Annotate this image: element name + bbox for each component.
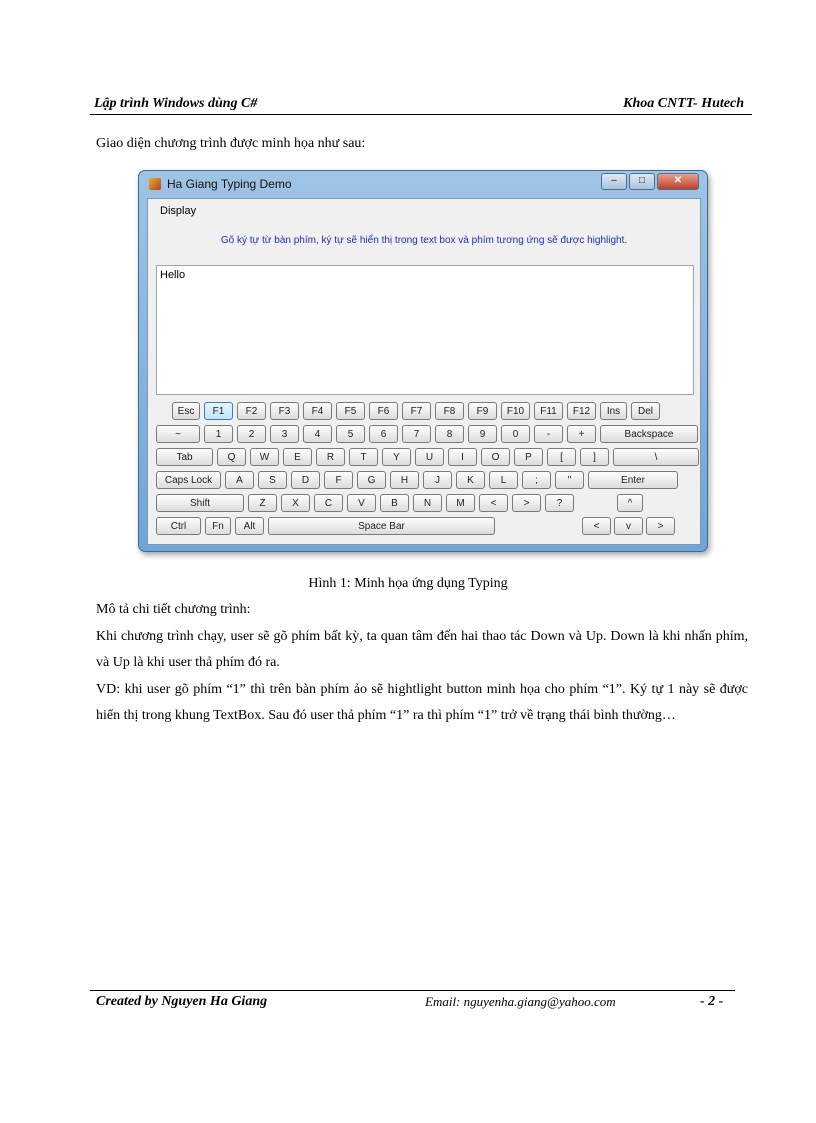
- key-shift[interactable]: Shift: [156, 494, 244, 512]
- key-enter[interactable]: Enter: [588, 471, 678, 489]
- key-[interactable]: [: [547, 448, 576, 466]
- key-f10[interactable]: F10: [501, 402, 530, 420]
- key-o[interactable]: O: [481, 448, 510, 466]
- key-f12[interactable]: F12: [567, 402, 596, 420]
- key-w[interactable]: W: [250, 448, 279, 466]
- key-l[interactable]: L: [489, 471, 518, 489]
- key-9[interactable]: 9: [468, 425, 497, 443]
- page-header: [90, 94, 752, 115]
- key-e[interactable]: E: [283, 448, 312, 466]
- key-backspace[interactable]: Backspace: [600, 425, 698, 443]
- key-1[interactable]: 1: [204, 425, 233, 443]
- body-paragraph: Mô tả chi tiết chương trình:: [96, 602, 251, 617]
- key-j[interactable]: J: [423, 471, 452, 489]
- key-[interactable]: +: [567, 425, 596, 443]
- app-icon: [149, 178, 161, 190]
- key-[interactable]: ?: [545, 494, 574, 512]
- maximize-icon[interactable]: □: [629, 173, 655, 190]
- key-c[interactable]: C: [314, 494, 343, 512]
- key-8[interactable]: 8: [435, 425, 464, 443]
- window-title: Ha Giang Typing Demo: [149, 177, 292, 191]
- key-[interactable]: ": [555, 471, 584, 489]
- footer-divider: [90, 990, 735, 991]
- window-controls: [601, 173, 699, 190]
- key-[interactable]: \: [613, 448, 699, 466]
- key-f8[interactable]: F8: [435, 402, 464, 420]
- body-paragraph: Khi chương trình chạy, user sẽ gõ phím bất kỳ, ta quan tâm đến hai thao tác Down và Up. Down là khi nhấn phím, và Up là khi user thả phím đó ra.: [96, 628, 748, 670]
- key-fn[interactable]: Fn: [205, 517, 231, 535]
- key-f9[interactable]: F9: [468, 402, 497, 420]
- key-[interactable]: >: [646, 517, 675, 535]
- key-4[interactable]: 4: [303, 425, 332, 443]
- window-client: [147, 198, 701, 545]
- key-alt[interactable]: Alt: [235, 517, 264, 535]
- key-f6[interactable]: F6: [369, 402, 398, 420]
- key-7[interactable]: 7: [402, 425, 431, 443]
- key-b[interactable]: B: [380, 494, 409, 512]
- key-f11[interactable]: F11: [534, 402, 563, 420]
- key-v[interactable]: V: [347, 494, 376, 512]
- footer-page: - 2 -: [700, 994, 724, 1009]
- key-f1[interactable]: F1: [204, 402, 233, 420]
- text-box[interactable]: Hello: [156, 265, 694, 395]
- key-a[interactable]: A: [225, 471, 254, 489]
- header-left: Lập trình Windows dùng C#: [94, 96, 258, 111]
- minimize-icon[interactable]: –: [601, 173, 627, 190]
- key-q[interactable]: Q: [217, 448, 246, 466]
- key-ins[interactable]: Ins: [600, 402, 627, 420]
- key-[interactable]: <: [582, 517, 611, 535]
- key-tab[interactable]: Tab: [156, 448, 213, 466]
- key-h[interactable]: H: [390, 471, 419, 489]
- key-f4[interactable]: F4: [303, 402, 332, 420]
- instruction-label: Gõ ký tự từ bàn phím, ký tự sẽ hiển thị trong text box và phím tương ứng sẽ được highlight.: [220, 235, 628, 246]
- key-m[interactable]: M: [446, 494, 475, 512]
- key-n[interactable]: N: [413, 494, 442, 512]
- key-esc[interactable]: Esc: [172, 402, 200, 420]
- key-caps-lock[interactable]: Caps Lock: [156, 471, 221, 489]
- figure-caption: Hình 1: Minh họa ứng dụng Typing: [308, 576, 508, 591]
- key-3[interactable]: 3: [270, 425, 299, 443]
- key-[interactable]: ;: [522, 471, 551, 489]
- key-[interactable]: ^: [617, 494, 643, 512]
- body-text: [96, 597, 748, 730]
- key-[interactable]: >: [512, 494, 541, 512]
- key-r[interactable]: R: [316, 448, 345, 466]
- key-f3[interactable]: F3: [270, 402, 299, 420]
- key-5[interactable]: 5: [336, 425, 365, 443]
- key-i[interactable]: I: [448, 448, 477, 466]
- key-space-bar[interactable]: Space Bar: [268, 517, 495, 535]
- key-[interactable]: ~: [156, 425, 200, 443]
- key-p[interactable]: P: [514, 448, 543, 466]
- menu-display[interactable]: Display: [160, 205, 197, 217]
- key-g[interactable]: G: [357, 471, 386, 489]
- key-0[interactable]: 0: [501, 425, 530, 443]
- key-x[interactable]: X: [281, 494, 310, 512]
- key-f2[interactable]: F2: [237, 402, 266, 420]
- key-d[interactable]: D: [291, 471, 320, 489]
- key-z[interactable]: Z: [248, 494, 277, 512]
- footer-author: Created by Nguyen Ha Giang: [96, 994, 268, 1009]
- footer-email: Email: nguyenha.giang@yahoo.com: [425, 994, 616, 1009]
- key-f[interactable]: F: [324, 471, 353, 489]
- key-k[interactable]: K: [456, 471, 485, 489]
- key-ctrl[interactable]: Ctrl: [156, 517, 201, 535]
- body-paragraph: VD: khi user gõ phím “1” thì trên bàn phím ảo sẽ hightlight button minh họa cho phím “1”. Ký tự 1 này sẽ được hiển thị trong khung TextBox. Sau đó user thả phím “1” ra thì phím “1” trở về trạng thái bình thường…: [96, 681, 748, 723]
- key-y[interactable]: Y: [382, 448, 411, 466]
- key-v[interactable]: v: [614, 517, 643, 535]
- key-[interactable]: ]: [580, 448, 609, 466]
- key-[interactable]: -: [534, 425, 563, 443]
- key-del[interactable]: Del: [631, 402, 660, 420]
- key-s[interactable]: S: [258, 471, 287, 489]
- close-icon[interactable]: ✕: [657, 173, 699, 190]
- key-2[interactable]: 2: [237, 425, 266, 443]
- key-f5[interactable]: F5: [336, 402, 365, 420]
- key-[interactable]: <: [479, 494, 508, 512]
- app-window: [138, 170, 708, 552]
- key-f7[interactable]: F7: [402, 402, 431, 420]
- key-u[interactable]: U: [415, 448, 444, 466]
- intro-text: Giao diện chương trình được minh họa như sau:: [96, 136, 366, 151]
- header-right: Khoa CNTT- Hutech: [623, 96, 744, 111]
- key-t[interactable]: T: [349, 448, 378, 466]
- key-6[interactable]: 6: [369, 425, 398, 443]
